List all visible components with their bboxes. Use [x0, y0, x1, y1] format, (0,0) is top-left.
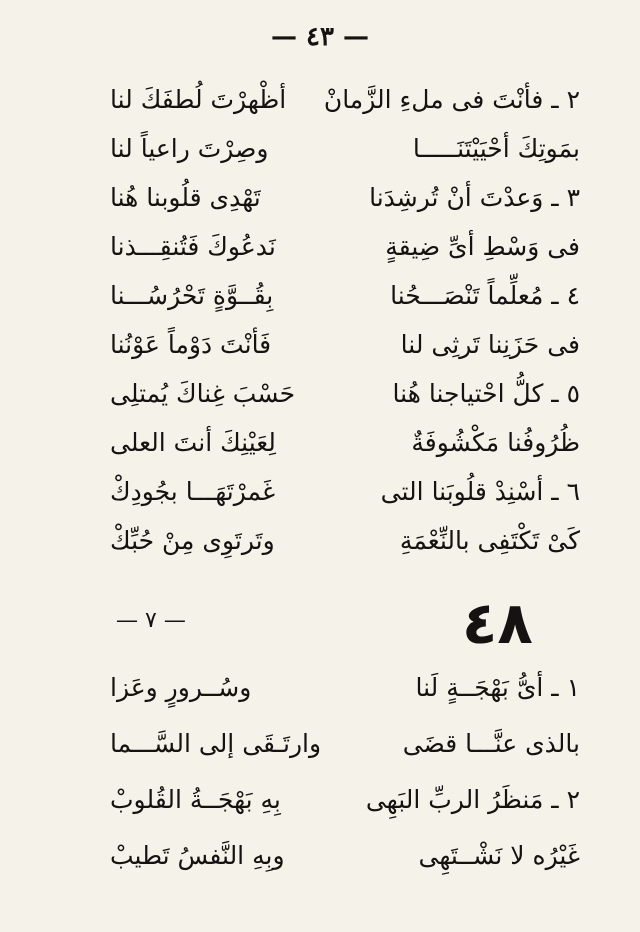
- verse-second-half: نَدعُوكَ فَتُنقِـــذنا: [110, 232, 276, 261]
- verse-first-half: ٢ ـ فأنْتَ فى ملءِ الزَّمانْ: [323, 85, 580, 114]
- verse-line: [110, 227, 580, 276]
- hymn-number: ٤٨: [462, 589, 533, 657]
- verse-second-half: حَسْبَ غِناكَ يُمتلِى: [110, 379, 296, 408]
- verse-line: [110, 521, 580, 570]
- verse-line: [110, 374, 580, 423]
- verse-first-half: ٦ ـ أسْنِدْ قلُوبَنا التى: [380, 477, 580, 506]
- verse-line: [110, 80, 580, 129]
- verse-line: [110, 178, 580, 227]
- verse-block-bottom: [110, 668, 580, 892]
- verse-second-half: غَمرْتَهَـــا بجُودِكْ: [110, 477, 276, 506]
- verse-line: [110, 724, 580, 780]
- verse-first-half: بالذى عنَّـــا قضَى: [402, 729, 580, 758]
- verse-second-half: وصِرْتَ راعياً لنا: [110, 134, 269, 163]
- verse-first-half: فى وَسْطِ أىِّ ضِيقةٍ: [385, 232, 580, 261]
- verse-line: [110, 780, 580, 836]
- verse-second-half: فَأنْتَ دَوْماً عَوْنُنا: [110, 330, 272, 359]
- verse-second-half: وسُــرورٍ وعَزا: [110, 673, 252, 702]
- verse-second-half: لِعَيْنِكَ أنتَ العلى: [110, 428, 276, 457]
- verse-second-half: بِهِ بَهْجَــةُ القُلوبْ: [110, 785, 281, 814]
- verse-second-half: وارتَـقَى إلى السَّـــما: [110, 729, 322, 758]
- verse-first-half: ٢ ـ مَنظَرُ الربِّ البَهِى: [365, 785, 580, 814]
- verse-line: [110, 276, 580, 325]
- verse-line: [110, 836, 580, 892]
- verse-line: [110, 668, 580, 724]
- verse-second-half: أظْهرْتَ لُطفَكَ لنا: [110, 85, 287, 114]
- verse-first-half: ظُرُوفُنا مَكْشُوفَةٌ: [411, 428, 580, 457]
- verse-first-half: بمَوتِكَ أحْيَيْتَنَـــــا: [412, 134, 580, 163]
- verse-line: [110, 423, 580, 472]
- verse-line: [110, 472, 580, 521]
- verse-line: [110, 325, 580, 374]
- verse-second-half: تَهْدِى قلُوبنا هُنا: [110, 183, 261, 212]
- page-number: — ٤٣ —: [270, 22, 370, 52]
- verse-first-half: ٤ ـ مُعلِّماً تَنْصَـــحُنا: [390, 281, 580, 310]
- verse-second-half: وتَرتَوِى مِنْ حُبِّكْ: [110, 526, 275, 555]
- verse-first-half: ١ ـ أىُّ بَهْجَــةٍ لَنا: [415, 673, 580, 702]
- verse-second-half: وبِهِ النَّفسُ تَطيبْ: [110, 841, 285, 870]
- verse-block-top: [110, 80, 580, 570]
- verse-first-half: ٥ ـ كلُّ احْتياجنا هُنا: [392, 379, 580, 408]
- verse-line: [110, 129, 580, 178]
- verse-first-half: كَىْ تَكْتَفِى بالنِّعْمَةِ: [399, 526, 580, 555]
- verse-second-half: بِقُــوَّةٍ تَحْرُسُـــنا: [110, 281, 274, 310]
- verse-first-half: غَيْرُه لا نَشْــتَهِى: [418, 841, 580, 870]
- tune-number: — ٧ —: [116, 608, 186, 633]
- verse-first-half: فى حَزَنِنا تَرثِى لنا: [400, 330, 580, 359]
- verse-first-half: ٣ ـ وَعدْتَ أنْ تُرشِدَنا: [369, 183, 580, 212]
